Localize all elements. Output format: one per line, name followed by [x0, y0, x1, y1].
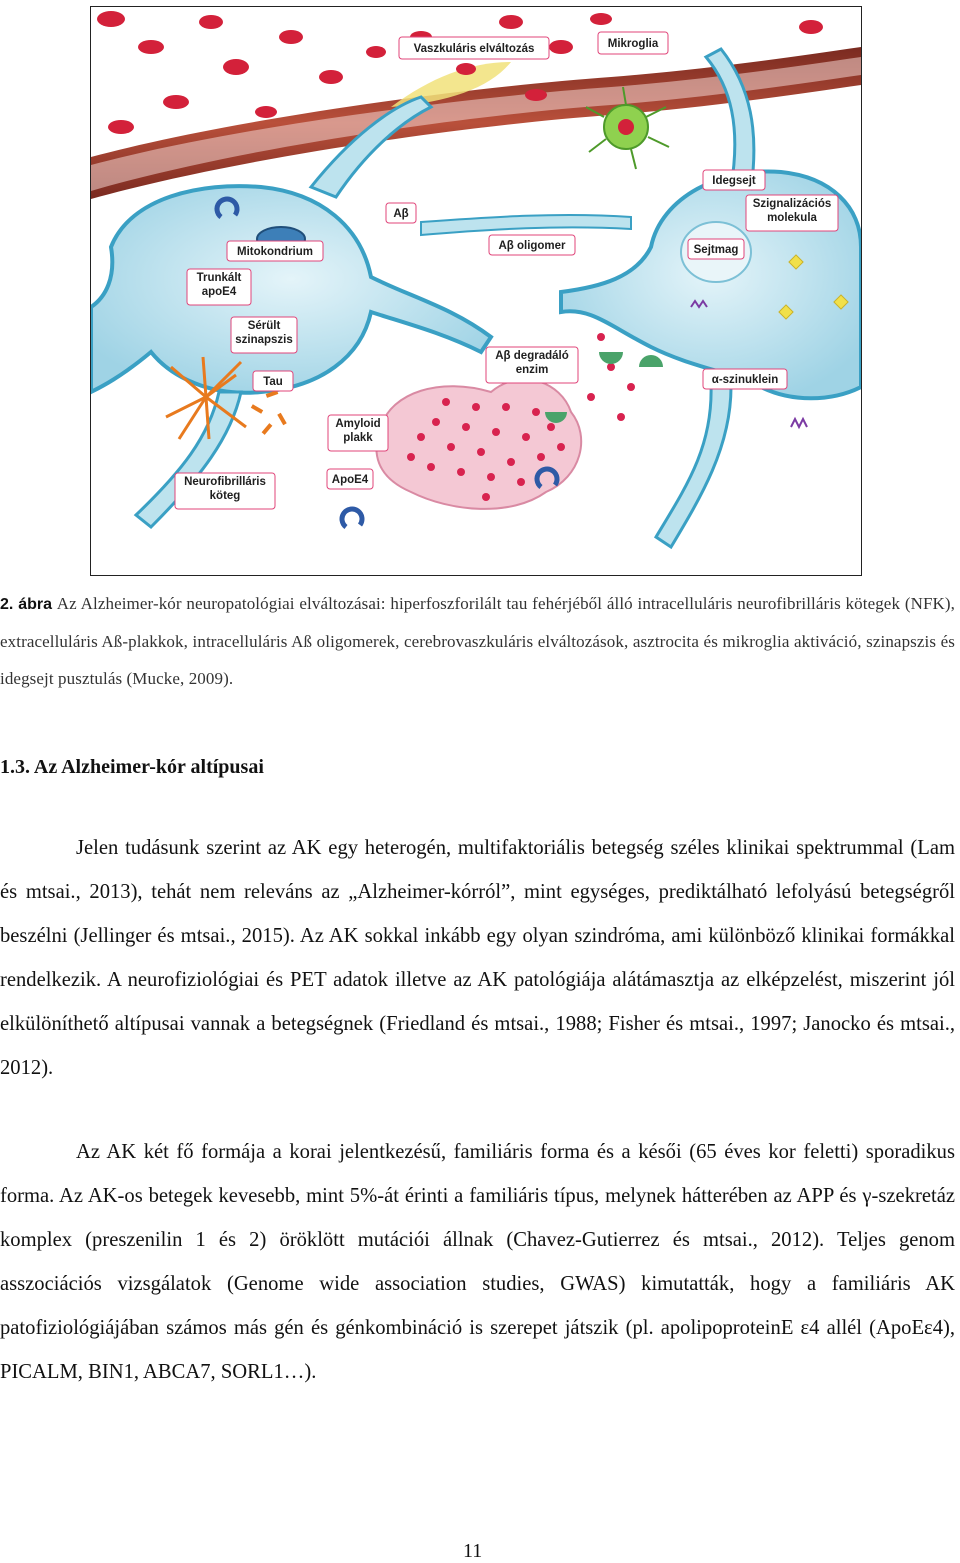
svg-text:Vaszkuláris elváltozás: Vaszkuláris elváltozás	[413, 43, 535, 55]
figure-alzheimer-pathology	[90, 6, 862, 576]
label-nft: Neurofibrilláris köteg	[175, 473, 275, 509]
label-damaged-synapse: Sérült szinapszis	[231, 317, 297, 353]
caption-label: 2. ábra	[0, 596, 52, 613]
section-heading: 1.3. Az Alzheimer-kór altípusai	[0, 756, 264, 778]
page-number: 11	[463, 1540, 483, 1562]
paragraph-1: Jelen tudásunk szerint az AK egy heterogén, multifaktoriális betegség széles klinikai spektrummal (Lam és mtsai., 2013), tehát nem releváns az „Alzheimer-kórról”, mint egységes, prediktálható lefolyású betegségről beszélni (Jellinger és mtsai., 2015). Az AK sokkal inkább egy olyan szindróma, ami különböző klinikai formákkal rendelkezik. A neurofiziológiai és PET adatok illetve az AK patológiája alátámasztja az elképzelést, miszerint jól elkülöníthető altípusai vannak a betegségnek (Friedland és mtsai., 1988; Fisher és mtsai., 1997; Janocko és mtsai., 2012).	[0, 837, 955, 1079]
svg-text:Aβ: Aβ	[393, 208, 409, 220]
label-abeta-oligomer	[489, 235, 575, 255]
svg-text:Idegsejt: Idegsejt	[712, 175, 756, 187]
label-mitochondrion	[227, 241, 323, 261]
label-signaling: Szignalizációs molekula	[746, 195, 838, 231]
svg-text:Tau: Tau	[263, 376, 283, 388]
figure-caption	[0, 585, 955, 697]
label-amyloid-plaque: Amyloid plakk	[328, 415, 388, 451]
paragraph-2: Az AK két fő formája a korai jelentkezésű, familiáris forma és a késői (65 éves kor feletti) sporadikus forma. Az AK-os betegek kevesebb, mint 5%-át érinti a familiáris típus, melynek hátterében az APP és γ-szekretáz komplex (preszenilin 1 és 2) öröklött mutációi állnak (Chavez-Gutierrez és mtsai., 2012). Teljes genom asszociációs vizsgálatok (Genome wide association studies, GWAS) kimutatták, hogy a familiáris AK patofiziológiájában számos más gén és génkombináció is szerepet játszik (pl. apolipoproteinE ε4 allél (ApoEε4), PICALM, BIN1, ABCA7, SORL1…).	[0, 1141, 955, 1383]
label-synuclein	[703, 369, 787, 389]
svg-text:Mitokondrium: Mitokondrium	[236, 246, 314, 258]
label-neuron	[703, 170, 765, 190]
svg-text:ApoE4: ApoE4	[331, 474, 369, 486]
label-tau	[253, 371, 293, 391]
figure-illustration	[91, 7, 861, 575]
svg-text:Mikroglia: Mikroglia	[607, 38, 659, 50]
amyloid-plaque	[376, 379, 581, 509]
caption-text: Az Alzheimer-kór neuropatológiai elváltozásai: hiperfoszforilált tau fehérjéből álló intracelluláris neurofibrilláris kötegek (NFK), extracelluláris Aß-plakkok, intracelluláris Aß oligomerek, cerebrovaszkuláris elváltozások, asztrocita és mikroglia aktiváció, szinapszis és idegsejt pusztulás (Mucke, 2009).	[0, 594, 955, 688]
label-vascular	[399, 37, 549, 59]
label-nucleus	[688, 239, 744, 259]
label-microglia	[598, 32, 668, 54]
label-degrading-enzyme: Aβ degradáló enzim	[486, 347, 578, 383]
svg-text:Aβ oligomer: Aβ oligomer	[498, 240, 566, 252]
label-apoe4	[327, 469, 373, 489]
svg-text:α-szinuklein: α-szinuklein	[711, 374, 779, 386]
label-abeta	[386, 203, 416, 223]
svg-text:Sejtmag: Sejtmag	[693, 244, 739, 256]
label-truncated-apoe4: Trunkált apoE4	[187, 269, 251, 305]
